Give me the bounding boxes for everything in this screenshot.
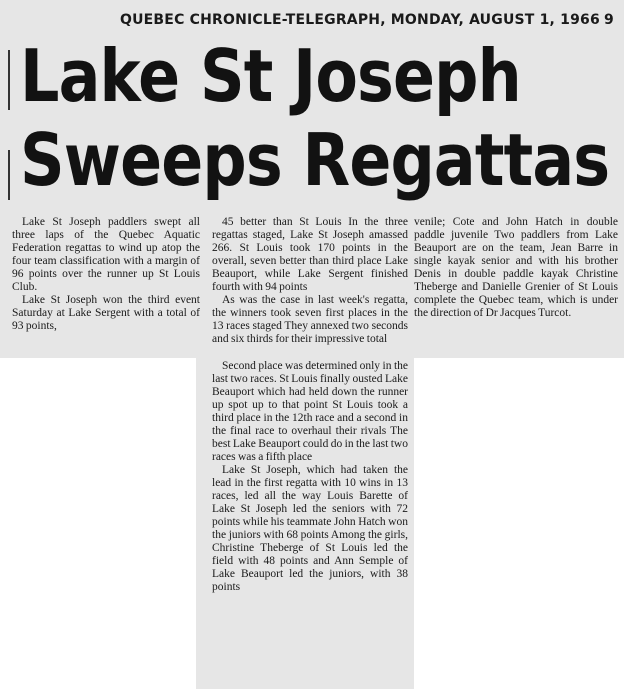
article-column-2 [212,216,408,346]
page-number: 9 [604,12,614,28]
paragraph: Second place was determined only in the last two races. St Louis finally ousted Lake Beauport which had held down the runner up spot up to that point St Louis took a third place in the 12th race and a second in the final race to overhaul their rivals The best Lake Beauport could do in the last two races was a fifth place [212,360,408,463]
paragraph: Lake St Joseph won the third event Saturday at Lake Sergent with a total of 93 points, [12,294,200,332]
paragraph: 45 better than St Louis In the three regattas staged, Lake St Joseph amassed 266. St Louis took 170 points in the overall, seven better than third place Lake Beauport, while Lake Sergent finished fourth with 94 points [212,216,408,293]
masthead-text: QUEBEC CHRONICLE-TELEGRAPH, MONDAY, AUGUST 1, 1966 [120,12,600,28]
paragraph: As was the case in last week's regatta, the winners took seven first places in the 13 races staged They annexed two seconds and six thirds for their impressive total [212,294,408,345]
paragraph: venile; Cote and John Hatch in double paddle juvenile Two paddlers from Lake Beauport are on the team, Jean Barre in single kayak senior and with his brother Denis in double paddle kayak Christine Theberge and Danielle Grenier of St Louis complete the Quebec team, which is under the direction of Dr Jacques Turcot. [414,216,618,319]
paragraph: Lake St Joseph paddlers swept all three laps of the Quebec Aquatic Federation regattas to wind up atop the four team classification with a margin of 96 points over the runner up St Louis Club. [12,216,200,293]
masthead [120,12,614,28]
margin-mark [8,150,10,200]
paragraph: Lake St Joseph, which had taken the lead in the first regatta with 10 wins in 13 races, led all the way Louis Barette of Lake St Joseph led the seniors with 72 points while his teammate John Hatch won the juniors with 68 points Among the girls, Christine Theberge of St Louis led the field with 48 points and Ann Semple of Lake Beauport led the juniors, with 38 points [212,464,408,593]
headline-line-2: Sweeps Regattas [20,118,610,202]
headline-line-1: Lake St Joseph [20,34,521,118]
article-column-3 [414,216,618,320]
article-column-1 [12,216,200,333]
margin-mark [8,50,10,110]
article-column-2-continued [212,360,408,594]
